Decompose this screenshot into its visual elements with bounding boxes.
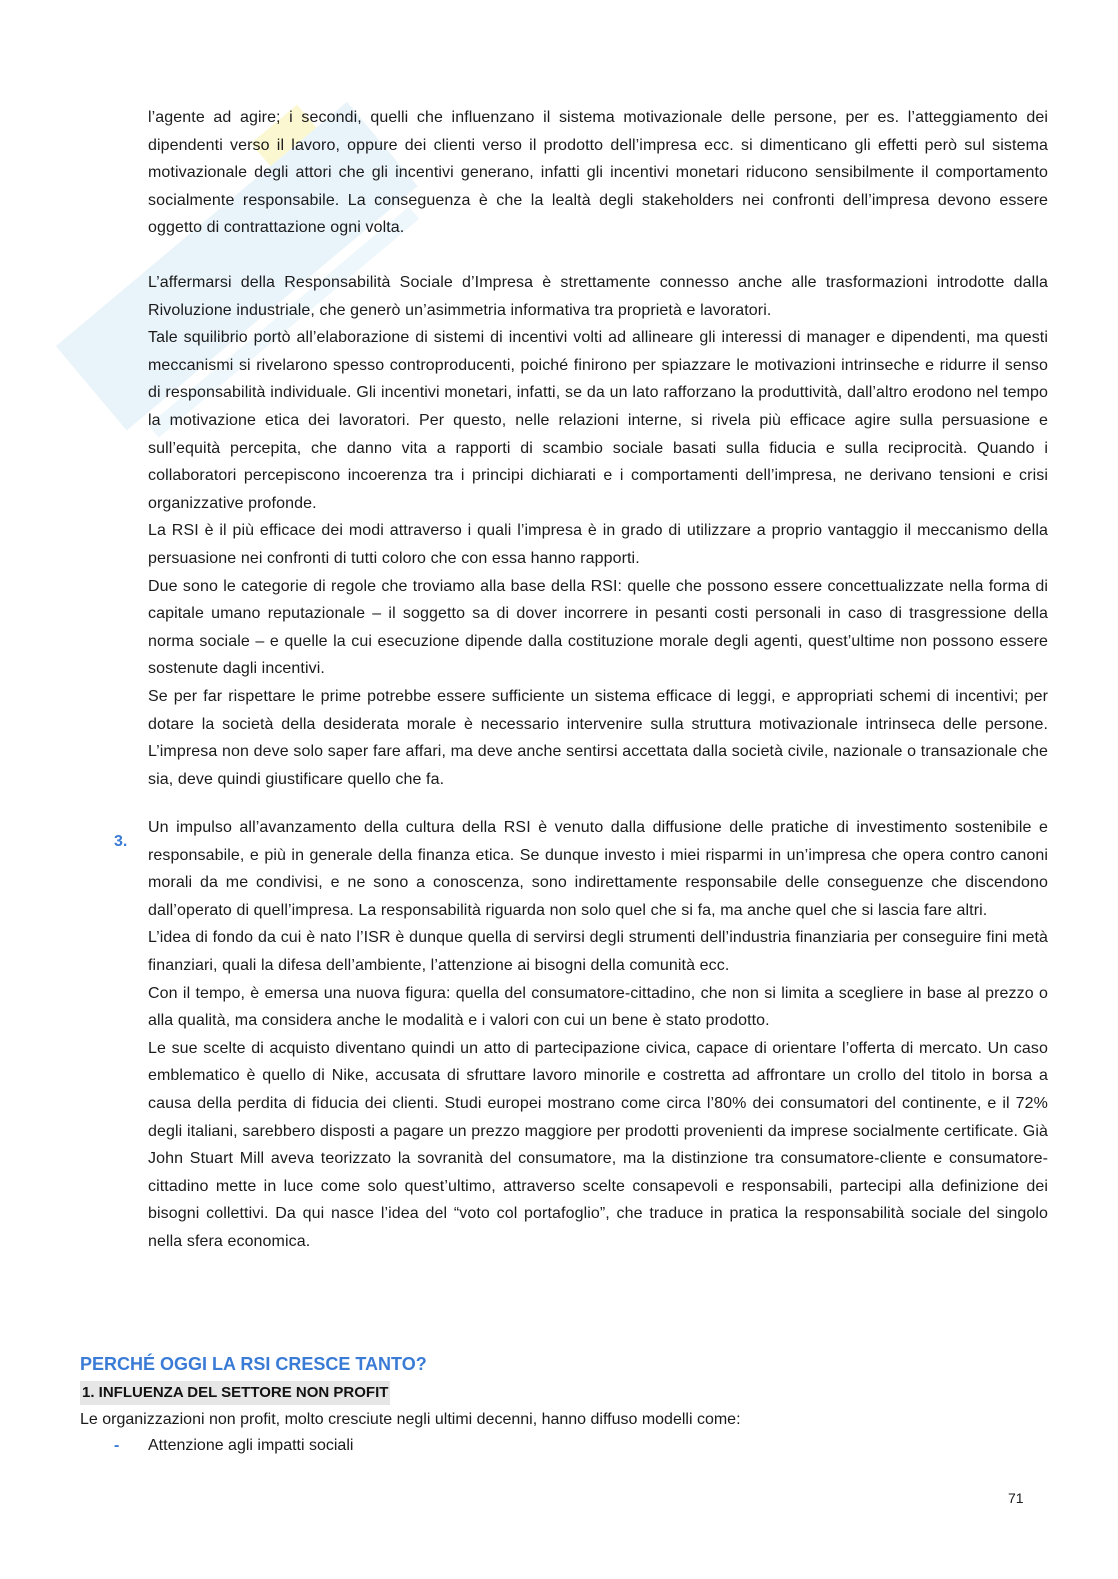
paragraph-block-2 — [148, 269, 1048, 793]
bullet-item: Attenzione agli impatti sociali — [148, 1437, 354, 1454]
paragraph: l’agente ad agire; i secondi, quelli che influenzano il sistema motivazionale delle persone, per es. l’atteggiamento dei dipendenti verso il lavoro, oppure dei clienti verso il prodotto dell’impresa ecc. si dimenticano gli effetti però sul sistema motivazionale degli attori che gli incentivi generano, infatti gli incentivi monetari riducono sensibilmente il comportamento socialmente responsabile. La conseguenza è che la lealtà degli stakeholders nei confronti dell’impresa devono essere oggetto di contrattazione ogni volta. — [148, 109, 1048, 237]
bullet-dash: - — [114, 1437, 120, 1454]
paragraph: Un impulso all’avanzamento della cultura della RSI è venuto dalla diffusione delle pratiche di investimento sostenibile e responsabile, e più in generale della finanza etica. Se dunque investo i miei risparmi in un’impresa che opera contro canoni morali da me condivisi, e ne sono a conoscenza, sono indirettamente responsabile delle conseguenze che discendono dall’operato di quell’impresa. La responsabilità riguarda non solo quel che si fa, ma anche quel che si lascia fare altri. — [148, 819, 1048, 919]
list-number-3: 3. — [114, 833, 128, 850]
paragraph: L’idea di fondo da cui è nato l’ISR è dunque quella di servirsi degli strumenti dell’industria finanziaria per conseguire fini metà finanziari, quali la difesa dell’ambiente, l’attenzione ai bisogni della comunità ecc. — [148, 929, 1048, 974]
paragraph: Le sue scelte di acquisto diventano quindi un atto di partecipazione civica, capace di orientare l’offerta di mercato. Un caso emblematico è quello di Nike, accusata di sfruttare lavoro minorile e costretta ad affrontare un crollo del titolo in borsa a causa della perdita di fiducia dei clienti. Studi europei mostrano come circa l’80% dei consumatori del continente, e il 72% degli italiani, sarebbero disposti a pagare un prezzo maggiore per prodotti provenienti da imprese socialmente certificate. Già John Stuart Mill aveva teorizzato la sovranità del consumatore, ma la distinzione tra consumatore-cliente e consumatore- cittadino mette in luce come solo quest’ultimo, attraverso scelte consapevoli e responsabili, partecipi alla definizione dei bisogni collettivi. Da qui nasce l’idea del “voto col portafoglio”, che traduce in pratica la responsabilità sociale del singolo nella sfera economica. — [148, 1039, 1048, 1250]
intro-text: Le organizzazioni non profit, molto cresciute negli ultimi decenni, hanno diffuso modelli come: — [80, 1411, 741, 1428]
subsection-heading: 1. INFLUENZA DEL SETTORE NON PROFIT — [80, 1381, 390, 1405]
paragraph: Tale squilibrio portò all’elaborazione di sistemi di incentivi volti ad allineare gli interessi di manager e dipendenti, ma questi meccanismi si rivelarono spesso controproducenti, poiché finirono per spiazzare le motivazioni intrinseche e ridurre il senso di responsabilità individuale. Gli incentivi monetari, infatti, se da un lato rafforzano la produttività, dall’altro erodono nel tempo la motivazione etica dei lavoratori. Per questo, nelle relazioni interne, si rivela più efficace agire sulla persuasione e sull’equità percepita, che danno vita a rapporti di scambio sociale basati sulla fiducia e sulla reciprocità. Quando i collaboratori percepiscono incoerenza tra i principi dichiarati e i comportamenti dell’impresa, ne derivano tensioni e crisi organizzative profonde. — [148, 329, 1048, 512]
paragraph-block-3 — [148, 814, 1048, 1256]
paragraph-block-1 — [148, 104, 1048, 242]
paragraph: Con il tempo, è emersa una nuova figura: quella del consumatore-cittadino, che non si limita a scegliere in base al prezzo o alla qualità, ma considera anche le modalità e i valori con cui un bene è stato prodotto. — [148, 984, 1048, 1030]
paragraph: Se per far rispettare le prime potrebbe essere sufficiente un sistema efficace di leggi, e appropriati schemi di incentivi; per dotare la società della desiderata morale è necessario intervenire sulla struttura motivazionale intrinseca delle persone. L’impresa non deve solo saper fare affari, ma deve anche sentirsi accettata dalla società civile, nazionale o transazionale che sia, deve quindi giustificare quello che fa. — [148, 687, 1048, 788]
section-heading: PERCHÉ OGGI LA RSI CRESCE TANTO? — [80, 1354, 427, 1374]
paragraph: La RSI è il più efficace dei modi attraverso i quali l’impresa è in grado di utilizzare a proprio vantaggio il meccanismo della persuasione nei confronti di tutti coloro che con essa hanno rapporti. — [148, 522, 1048, 567]
page-number: 71 — [1008, 1490, 1024, 1506]
paragraph: Due sono le categorie di regole che troviamo alla base della RSI: quelle che possono essere concettualizzate nella forma di capitale umano reputazionale – il soggetto sa di dover incorrere in pesanti costi personali in caso di trasgressione della norma sociale – e quelle la cui esecuzione dipende dalla costituzione morale degli agenti, quest’ultime non possono essere sostenute dagli incentivi. — [148, 577, 1048, 678]
paragraph: L’affermarsi della Responsabilità Sociale d’Impresa è strettamente connesso anche alle trasformazioni introdotte dalla Rivoluzione industriale, che generò un’asimmetria informativa tra proprietà e lavoratori. — [148, 274, 1048, 319]
